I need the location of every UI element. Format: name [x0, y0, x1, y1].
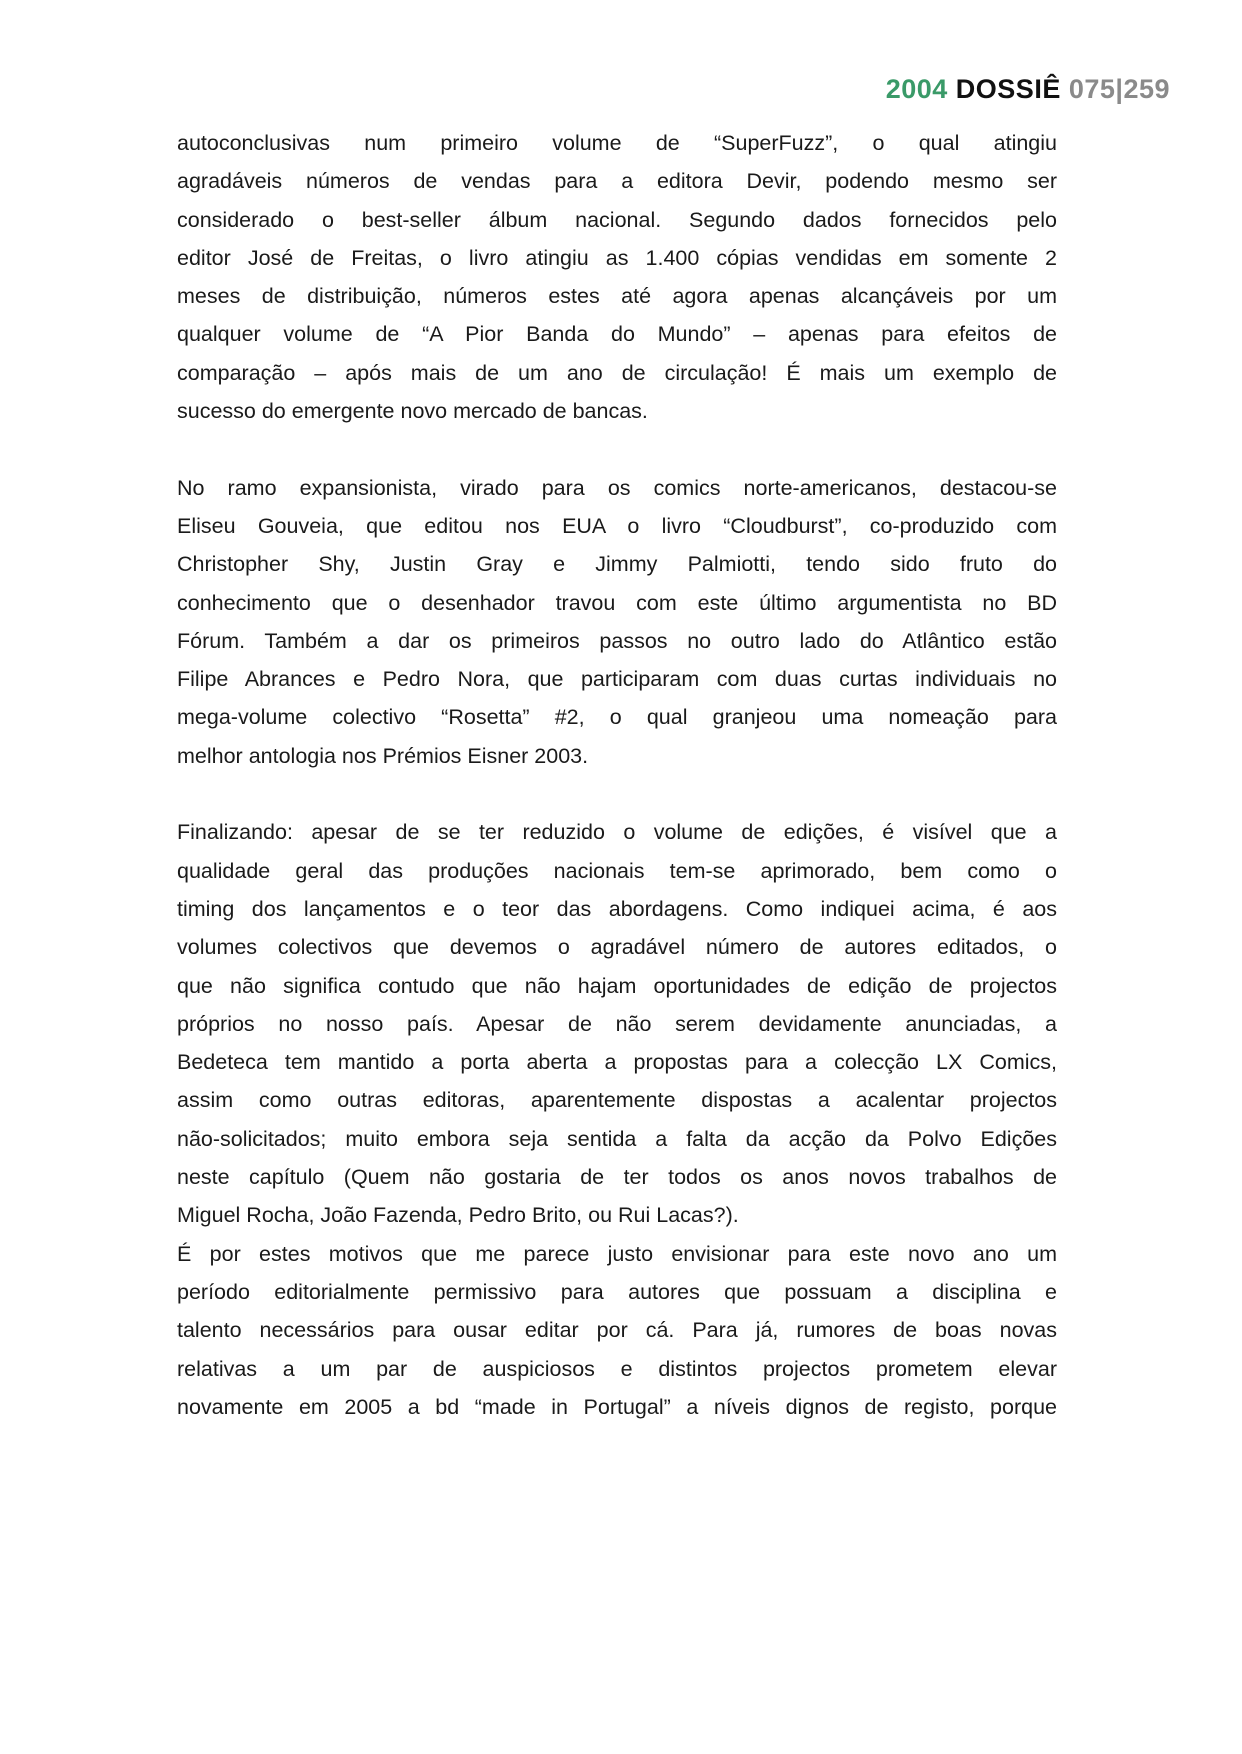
text-line: Fórum. Também a dar os primeiros passos no outro lado do Atlântico estão [177, 628, 1057, 653]
text-line: assim como outras editoras, aparentemente dispostas a acalentar projectos [177, 1088, 1057, 1113]
text-line: relativas a um par de auspiciosos e distintos projectos prometem elevar [177, 1356, 1057, 1381]
text-line: próprios no nosso país. Apesar de não serem devidamente anunciadas, a [177, 1011, 1057, 1036]
paragraph-spacer [177, 775, 1057, 813]
paragraph [177, 124, 1057, 430]
text-line: não-solicitados; muito embora seja sentida a falta da acção da Polvo Edições [177, 1126, 1057, 1151]
text-line: novamente em 2005 a bd “made in Portugal” a níveis dignos de registo, porque [177, 1394, 1057, 1419]
text-line: Finalizando: apesar de se ter reduzido o volume de edições, é visível que a [177, 820, 1057, 845]
page-header [886, 74, 1170, 105]
text-line: Bedeteca tem mantido a porta aberta a propostas para a colecção LX Comics, [177, 1050, 1057, 1075]
text-line: sucesso do emergente novo mercado de bancas. [177, 399, 648, 424]
header-title: DOSSIÊ [955, 74, 1061, 104]
text-line: No ramo expansionista, virado para os comics norte-americanos, destacou-se [177, 475, 1057, 500]
text-line: que não significa contudo que não hajam oportunidades de edição de projectos [177, 973, 1057, 998]
text-line: talento necessários para ousar editar por cá. Para já, rumores de boas novas [177, 1318, 1057, 1343]
text-line: Christopher Shy, Justin Gray e Jimmy Palmiotti, tendo sido fruto do [177, 552, 1057, 577]
text-line: melhor antologia nos Prémios Eisner 2003. [177, 743, 589, 768]
text-line: autoconclusivas num primeiro volume de “SuperFuzz”, o qual atingiu [177, 131, 1057, 155]
text-line: Miguel Rocha, João Fazenda, Pedro Brito, ou Rui Lacas?). [177, 1203, 739, 1228]
text-line: Filipe Abrances e Pedro Nora, que participaram com duas curtas individuais no [177, 667, 1057, 692]
text-line: timing dos lançamentos e o teor das abordagens. Como indiquei acima, é aos [177, 896, 1057, 921]
text-line: mega-volume colectivo “Rosetta” #2, o qual granjeou uma nomeação para [177, 705, 1057, 730]
header-page-number: 075|259 [1068, 74, 1170, 104]
text-line: qualquer volume de “A Pior Banda do Mundo” – apenas para efeitos de [177, 322, 1057, 347]
article-body [177, 124, 1057, 1426]
text-line: agradáveis números de vendas para a editora Devir, podendo mesmo ser [177, 169, 1057, 194]
text-line: qualidade geral das produções nacionais tem-se aprimorado, bem como o [177, 858, 1057, 883]
text-line: meses de distribuição, números estes até agora apenas alcançáveis por um [177, 284, 1057, 309]
text-line: período editorialmente permissivo para autores que possuam a disciplina e [177, 1279, 1057, 1304]
header-year: 2004 [885, 74, 948, 104]
text-line: É por estes motivos que me parece justo envisionar para este novo ano um [177, 1241, 1057, 1266]
text-line: neste capítulo (Quem não gostaria de ter todos os anos novos trabalhos de [177, 1165, 1057, 1190]
text-line: editor José de Freitas, o livro atingiu as 1.400 cópias vendidas em somente 2 [177, 245, 1057, 270]
paragraph [177, 1235, 1057, 1426]
text-line: conhecimento que o desenhador travou com este último argumentista no BD [177, 590, 1057, 615]
paragraph [177, 469, 1057, 775]
paragraph [177, 813, 1057, 1234]
paragraph-spacer [177, 430, 1057, 468]
text-line: considerado o best-seller álbum nacional. Segundo dados fornecidos pelo [177, 207, 1057, 232]
text-line: volumes colectivos que devemos o agradável número de autores editados, o [177, 935, 1057, 960]
text-line: Eliseu Gouveia, que editou nos EUA o livro “Cloudburst”, co-produzido com [177, 513, 1057, 538]
text-line: comparação – após mais de um ano de circulação! É mais um exemplo de [177, 360, 1057, 385]
